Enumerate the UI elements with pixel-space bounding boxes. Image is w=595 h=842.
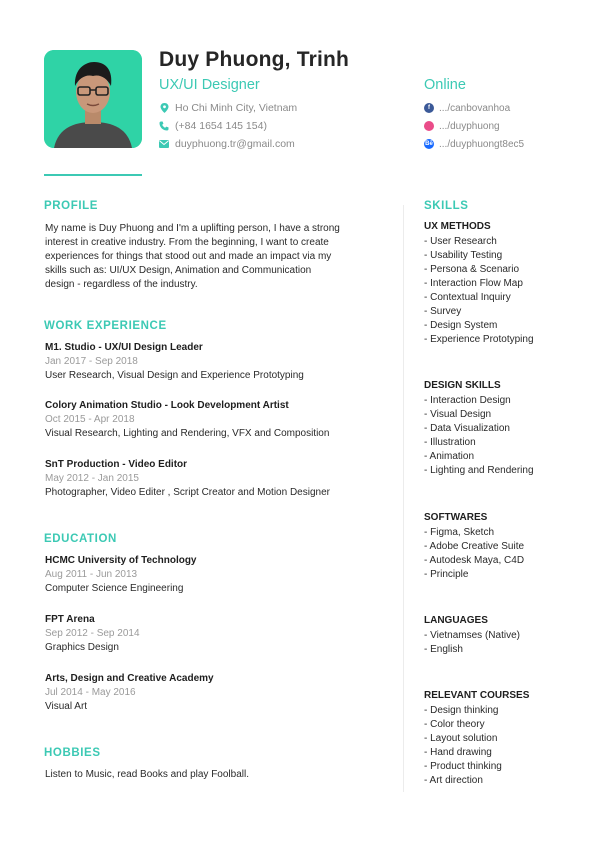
online-title: Online (424, 77, 466, 93)
profile-title: PROFILE (44, 200, 99, 212)
education-heading: FPT Arena (45, 614, 95, 625)
profile-line: experiences for things that stood out and made an impact via my (45, 251, 332, 262)
work-desc: Photographer, Video Editer , Script Creator and Motion Designer (45, 487, 330, 498)
skill-group-heading: SOFTWARES (424, 512, 488, 523)
list-item: - English (424, 644, 463, 655)
list-item: - Layout solution (424, 733, 498, 744)
work-dates: Jan 2017 - Sep 2018 (45, 356, 138, 367)
list-item: - Vietnamses (Native) (424, 630, 520, 641)
list-item: - Adobe Creative Suite (424, 541, 525, 552)
education-dates: Sep 2012 - Sep 2014 (45, 628, 140, 639)
work-desc: User Research, Visual Design and Experience Prototyping (45, 370, 304, 381)
list-item: - Product thinking (424, 761, 502, 772)
skill-list-relevant-courses (424, 704, 502, 788)
skill-group-heading: LANGUAGES (424, 615, 488, 626)
list-item: - Interaction Design (424, 395, 511, 406)
profile-line: interest in creative industry. From the beginning, I want to create (45, 237, 329, 248)
skill-list-ux-methods (424, 235, 534, 347)
list-item: - Color theory (424, 719, 485, 730)
skill-list-softwares (424, 526, 524, 582)
list-item: - Persona & Scenario (424, 264, 520, 275)
full-name: Duy Phuong, Trinh (159, 48, 350, 71)
list-item: - Autodesk Maya, C4D (424, 555, 525, 566)
skill-list-languages (424, 629, 520, 657)
work-dates: May 2012 - Jan 2015 (45, 473, 139, 484)
profile-line: My name is Duy Phuong and I'm a uplifting person, I have a strong (45, 223, 340, 234)
online-facebook-text[interactable]: .../canbovanhoa (439, 102, 511, 114)
contact-phone-text: (+84 1654 145 154) (175, 120, 267, 132)
avatar (44, 50, 142, 148)
list-item: - Lighting and Rendering (424, 465, 534, 476)
list-item: - Principle (424, 569, 469, 580)
list-item: - Contextual Inquiry (424, 292, 511, 303)
list-item: - Figma, Sketch (424, 527, 495, 538)
education-dates: Jul 2014 - May 2016 (45, 687, 136, 698)
education-desc: Graphics Design (45, 642, 119, 653)
education-dates: Aug 2011 - Jun 2013 (45, 569, 138, 580)
list-item: - Art direction (424, 775, 483, 786)
work-desc: Visual Research, Lighting and Rendering, VFX and Composition (45, 428, 330, 439)
hobbies-text: Listen to Music, read Books and play Foolball. (45, 769, 249, 780)
list-item: - Usability Testing (424, 250, 503, 261)
contact-phone (159, 119, 267, 133)
list-item: - Design thinking (424, 705, 499, 716)
location-pin-icon (159, 103, 169, 113)
work-heading: Colory Animation Studio - Look Development Artist (45, 400, 289, 411)
education-desc: Visual Art (45, 701, 88, 712)
education-heading: Arts, Design and Creative Academy (45, 673, 214, 684)
online-behance[interactable] (424, 137, 524, 151)
contact-location-text: Ho Chi Minh City, Vietnam (175, 102, 298, 114)
skill-group-heading: UX METHODS (424, 221, 491, 232)
list-item: - Data Visualization (424, 423, 510, 434)
online-dribbble-text[interactable]: .../duyphuong (439, 120, 500, 132)
dribbble-icon (424, 121, 434, 131)
hobbies-title: HOBBIES (44, 747, 101, 759)
mail-icon (159, 139, 169, 149)
list-item: - Design System (424, 320, 498, 331)
work-title: WORK EXPERIENCE (44, 320, 167, 332)
contact-email-text[interactable]: duyphuong.tr@gmail.com (175, 138, 295, 150)
list-item: - User Research (424, 236, 497, 247)
profile-line: skills such as: UI/UX Design, Animation and Communication (45, 265, 312, 276)
list-item: - Animation (424, 451, 475, 462)
contact-email[interactable] (159, 137, 295, 151)
online-behance-text[interactable]: .../duyphuongt8ec5 (439, 138, 525, 150)
education-title: EDUCATION (44, 533, 117, 545)
work-dates: Oct 2015 - Apr 2018 (45, 414, 135, 425)
online-dribbble[interactable] (424, 119, 500, 133)
avatar-underline (44, 174, 142, 176)
education-desc: Computer Science Engineering (45, 583, 184, 594)
profile-text (45, 222, 390, 292)
skill-group-heading: RELEVANT COURSES (424, 690, 530, 701)
contact-location (159, 101, 297, 115)
list-item: - Illustration (424, 437, 476, 448)
skill-list-design-skills (424, 394, 534, 478)
job-title: UX/UI Designer (159, 77, 260, 93)
profile-line: design - regardless of the industry. (45, 279, 198, 290)
online-facebook[interactable] (424, 101, 510, 115)
skill-group-heading: DESIGN SKILLS (424, 380, 501, 391)
skills-title: SKILLS (424, 200, 469, 212)
list-item: - Interaction Flow Map (424, 278, 523, 289)
list-item: - Survey (424, 306, 462, 317)
work-heading: M1. Studio - UX/UI Design Leader (45, 342, 203, 353)
list-item: - Experience Prototyping (424, 334, 534, 345)
behance-icon: Bē (425, 141, 433, 147)
education-heading: HCMC University of Technology (45, 555, 197, 566)
phone-icon (159, 121, 169, 131)
column-divider (403, 205, 404, 792)
work-heading: SnT Production - Video Editor (45, 459, 188, 470)
list-item: - Hand drawing (424, 747, 492, 758)
list-item: - Visual Design (424, 409, 492, 420)
facebook-icon: f (424, 103, 434, 113)
